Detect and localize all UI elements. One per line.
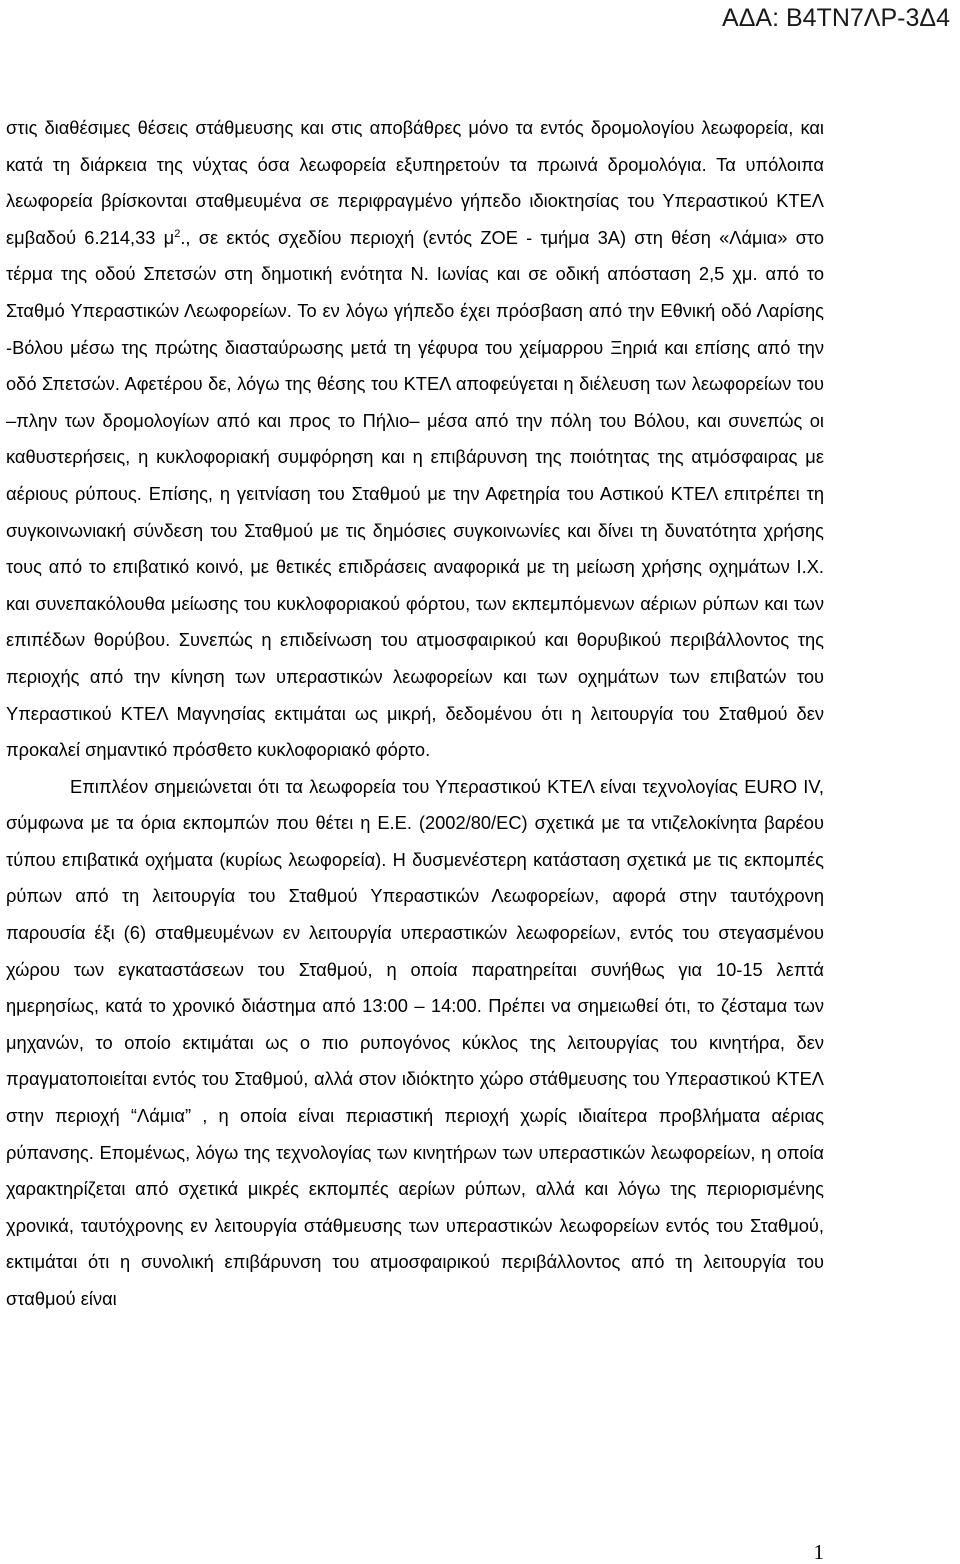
paragraph-2-line-3: ντιζελοκίνητα βαρέου τύπου επιβατικά οχήματα (κυρίως λεωφορεία). Η δυσμενέστερη	[6, 812, 824, 870]
paragraph-2-line-10: στον ιδιόκτητο χώρο στάθμευσης του Υπεραστικού ΚΤΕΛ στην περιοχή “Λάμια” , η οποία είναι	[6, 1068, 825, 1127]
paragraph-2-line-14: λειτουργία στάθμευσης των υπεραστικών λεωφορείων εντός του Σταθμού, εκτιμάται ότι η	[6, 1214, 824, 1273]
paragraph-2-line-7: οποία παρατηρείται συνήθως για 10-15 λεπτά ημερησίως, κατά το χρονικό διάστημα από 13:00	[6, 958, 824, 1017]
paragraph-2-line-4: κατάσταση σχετικά με τις εκπομπές ρύπων από τη λειτουργία του Σταθμού Υπεραστικών	[6, 848, 824, 907]
paragraph-2-line-9: ρυπογόνος κύκλος της λειτουργίας του κινητήρα, δεν πραγματοποιείται εντός του Σταθμού, αλλά	[6, 1031, 824, 1090]
page-number: 1	[813, 1540, 824, 1564]
paragraph-1-line-21: σημαντικό πρόσθετο κυκλοφοριακό φόρτο.	[85, 739, 431, 761]
paragraph-1-line-20: Μαγνησίας εκτιμάται ως μικρή, δεδομένου ότι η λειτουργία του Σταθμού δεν προκαλεί	[6, 702, 824, 761]
paragraph-1-line-15: δυνατότητα χρήσης τους από το επιβατικό κοινό, με θετικές επιδράσεις αναφορικά με τη	[6, 519, 824, 578]
paragraph-1-line-10: αποφεύγεται η διέλευση των λεωφορείων του –πλην των δρομολογίων από και προς	[6, 373, 824, 431]
document-body	[6, 110, 824, 1318]
paragraph-1-line-2: λεωφορεία, και κατά τη διάρκεια της νύχτας όσα λεωφορεία εξυπηρετούν τα πρωινά	[6, 117, 824, 175]
ada-header: ΑΔΑ: Β4ΤΝ7ΛΡ-3Δ4	[722, 4, 950, 32]
paragraph-2-line-1: Επιπλέον σημειώνεται ότι τα λεωφορεία του Υπεραστικού ΚΤΕΛ είναι τεχνολογίας	[70, 775, 738, 797]
paragraph-1-line-19: υπεραστικών λεωφορείων και των οχημάτων των επιβατών του Υπεραστικού ΚΤΕΛ	[6, 665, 824, 724]
paragraph-1-line-18: ατμοσφαιρικού και θορυβικού περιβάλλοντος της περιοχής από την κίνηση των	[6, 629, 824, 687]
paragraph-1-line-4-tail: ., σε εκτός σχεδίου	[180, 226, 342, 248]
paragraph-1-line-9: Ξηριά και επίσης από την οδό Σπετσών. Αφετέρου δε, λόγω της θέσης του ΚΤΕΛ	[6, 336, 824, 395]
paragraph-2	[6, 769, 824, 1318]
paragraph-1-line-8: Λαρίσης -Βόλου μέσω της πρώτης διασταύρωσης μετά τη γέφυρα του χείμαρρου	[6, 299, 824, 358]
paragraph-1-line-11: το Πήλιο– μέσα από την πόλη του Βόλου, και συνεπώς οι καθυστερήσεις, η	[6, 409, 824, 468]
paragraph-1-line-12: κυκλοφοριακή συμφόρηση και η επιβάρυνση της ποιότητας της ατμόσφαιρας με	[156, 446, 824, 468]
paragraph-2-line-11: περιαστική περιοχή χωρίς ιδιαίτερα προβλήματα αέριας ρύπανσης. Επομένως, λόγω της	[6, 1105, 824, 1163]
paragraph-2-line-15: συνολική επιβάρυνση του ατμοσφαιρικού περιβάλλοντος από τη λειτουργία του σταθμού είναι	[6, 1251, 824, 1309]
paragraph-1-line-17: εκπεμπόμενων αέριων ρύπων και των επιπέδων θορύβου. Συνεπώς η επιδείνωση του	[6, 592, 824, 651]
paragraph-1-line-14: επιτρέπει τη συγκοινωνιακή σύνδεση του Σταθμού με τις δημόσιες συγκοινωνίες και δίνει τη	[6, 482, 825, 541]
paragraph-2-line-6: υπεραστικών λεωφορείων, εντός του στεγασμένου χώρου των εγκαταστάσεων του Σταθμού, η	[6, 922, 824, 980]
area-superscript: 2	[174, 227, 181, 240]
paragraph-1-line-6: δημοτική ενότητα Ν. Ιωνίας και σε οδική απόσταση 2,5 χμ. από το Σταθμό	[6, 263, 824, 321]
paragraph-2-line-8: – 14:00. Πρέπει να σημειωθεί ότι, το ζέσταμα των μηχανών, το οποίο εκτιμάται ως ο πιο	[6, 995, 824, 1053]
paragraph-2-line-2: EURO IV, σύμφωνα με τα όρια εκπομπών που θέτει η Ε.Ε. (2002/80/ΕC) σχετικά με τα	[6, 775, 824, 834]
paragraph-2-line-13: μικρές εκπομπές αερίων ρύπων, αλλά και λόγω της περιορισμένης χρονικά, ταυτόχρονης εν	[6, 1178, 824, 1236]
paragraph-1-line-4: γήπεδο ιδιοκτησίας του Υπεραστικού ΚΤΕΛ εμβαδού 6.214,33 μ	[6, 190, 824, 248]
paragraph-1-line-16: μείωση χρήσης οχημάτων Ι.Χ. και συνεπακόλουθα μείωσης του κυκλοφοριακού φόρτου, των	[6, 556, 824, 614]
paragraph-1-line-5: περιοχή (εντός ΖΟΕ - τμήμα 3Α) στη θέση «Λάμια» στο τέρμα της οδού Σπετσών στη	[6, 226, 824, 285]
paragraph-1-line-13: αέριους ρύπους. Επίσης, η γειτνίαση του Σταθμού με την Αφετηρία του Αστικού ΚΤΕΛ	[6, 482, 718, 504]
paragraph-1-line-1: στις διαθέσιμες θέσεις στάθμευσης και στις αποβάθρες μόνο τα εντός δρομολογίου	[6, 117, 695, 138]
paragraph-1	[6, 110, 824, 769]
paragraph-2-line-12: τεχνολογίας των κινητήρων των υπεραστικών λεωφορείων, η οποία χαρακτηρίζεται από σχετικά	[6, 1141, 824, 1200]
paragraph-2-line-5: Λεωφορείων, αφορά στην ταυτόχρονη παρουσία έξι (6) σταθμευμένων εν λειτουργία	[6, 885, 825, 944]
paragraph-1-line-7: Υπεραστικών Λεωφορείων. Το εν λόγω γήπεδο έχει πρόσβαση από την Εθνική οδό	[70, 299, 752, 321]
paragraph-1-line-3: δρομολόγια. Τα υπόλοιπα λεωφορεία βρίσκονται σταθμευμένα σε περιφραγμένο	[6, 153, 824, 212]
